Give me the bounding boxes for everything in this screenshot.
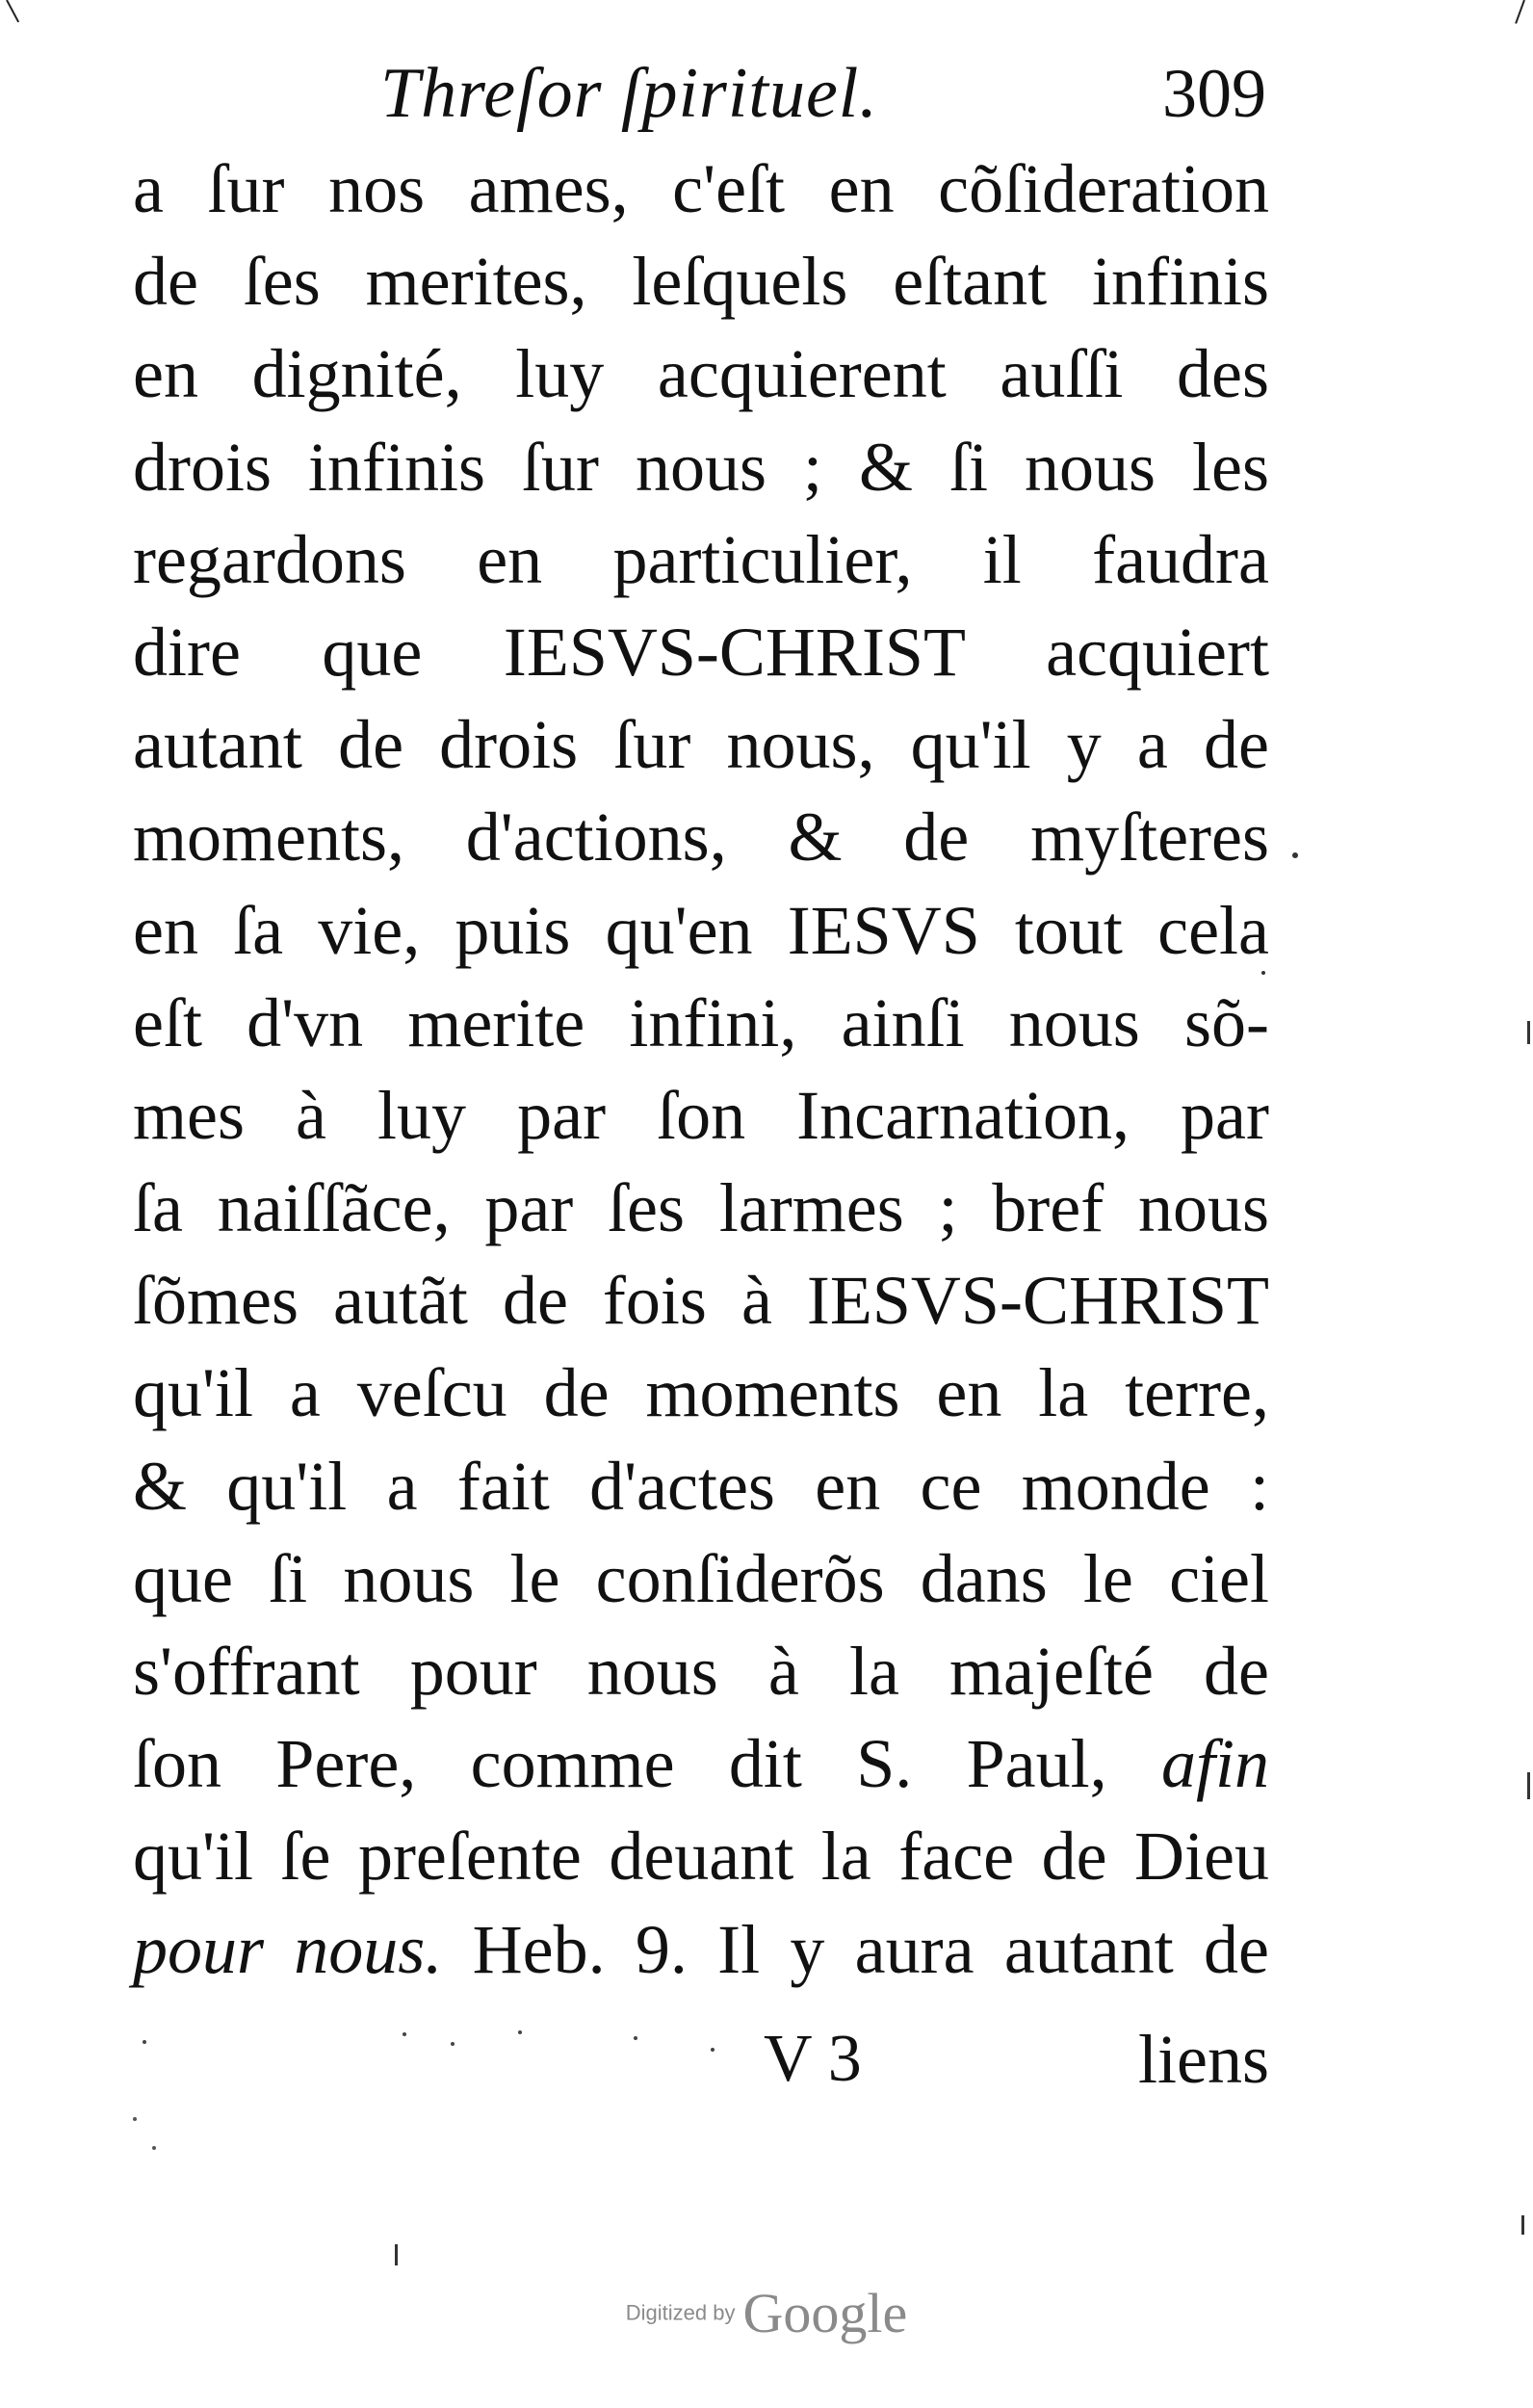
body-text: [133, 143, 1269, 1996]
text-line-1: a ſur nos ames, c'eſt en cõſideration: [133, 150, 1269, 227]
text-line-15: & qu'il a fait d'actes en ce monde :: [133, 1447, 1269, 1525]
text-line-14: qu'il a veſcu de moments en la terre,: [133, 1354, 1269, 1432]
text-line-19: qu'il ſe preſente deuant la face de Dieu: [133, 1818, 1269, 1896]
text-line-6: dire que IESVS-CHRIST acquiert: [133, 613, 1269, 691]
text-line-17: s'offrant pour nous à la majeſté de: [133, 1633, 1269, 1710]
text-line-7: autant de drois ſur nous, qu'il y a de: [133, 706, 1269, 784]
speck: [1527, 1021, 1530, 1044]
scan-edge-mark-right: [1515, 0, 1525, 24]
text-line-4: drois infinis ſur nous ; & ſi nous les: [133, 428, 1269, 506]
signature-mark: V 3: [764, 2022, 862, 2096]
speck: [1292, 852, 1298, 858]
digitization-watermark: [0, 2281, 1533, 2345]
speck: [152, 2146, 156, 2150]
text-line-16: que ſi nous le conſiderõs dans le ciel: [133, 1539, 1269, 1617]
page-footer: [133, 2013, 1269, 2106]
italic-afin: afin: [1160, 1725, 1269, 1803]
speck: [395, 2244, 398, 2265]
page-header: [135, 40, 1266, 146]
text-line-11: mes à luy par ſon Incarnation, par: [133, 1076, 1269, 1154]
text-line-8: moments, d'actions, & de myſteres: [133, 798, 1269, 877]
text-line-20: [133, 1903, 1269, 1996]
text-line-18: [133, 1717, 1269, 1810]
speck: [1521, 2215, 1524, 2235]
text-line-3: en dignité, luy acquierent auſſi des: [133, 335, 1269, 413]
text-line-12: ſa naiſſãce, par ſes larmes ; bref nous: [133, 1169, 1269, 1247]
text-line-5: regardons en particulier, il faudra: [133, 520, 1269, 598]
text-line-20-rest: Heb. 9. Il y aura autant de: [442, 1910, 1269, 1988]
speck: [1527, 1772, 1530, 1799]
text-line-10: eſt d'vn merite infini, ainſi nous sõ-: [133, 983, 1269, 1061]
catchword: liens: [1138, 2021, 1269, 2098]
italic-pour-nous: pour nous.: [133, 1910, 443, 1988]
text-line-13: ſõmes autãt de fois à IESVS-CHRIST: [133, 1262, 1269, 1340]
watermark-prefix: Digitized by: [625, 2300, 736, 2325]
speck: [133, 2117, 137, 2121]
text-line-2: de ſes merites, leſquels eſtant infinis: [133, 243, 1269, 321]
text-line-18-roman: ſon Pere, comme dit S. Paul,: [133, 1725, 1107, 1803]
watermark-brand: Google: [742, 2282, 908, 2344]
page-number: 309: [1162, 55, 1266, 132]
running-title: Threſor ſpirituel.: [380, 54, 878, 133]
scan-edge-mark-left: [6, 0, 19, 22]
text-line-9: en ſa vie, puis qu'en IESVS tout cela: [133, 891, 1269, 969]
